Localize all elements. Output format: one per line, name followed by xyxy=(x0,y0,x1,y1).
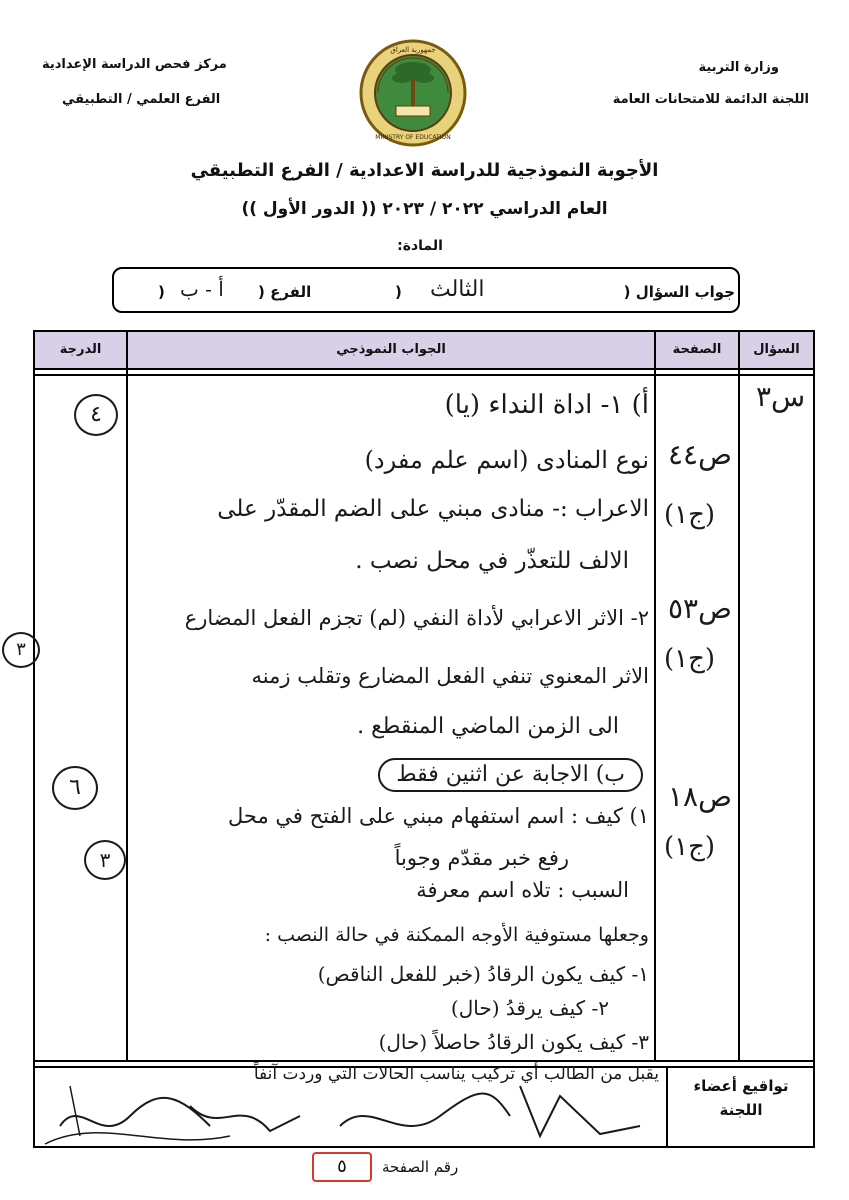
answer-b-line-2: رفع خبر مقدّم وجوباً xyxy=(394,846,569,870)
academic-year: العام الدراسي ٢٠٢٢ / ٢٠٢٣ (( الدور الأول )) xyxy=(241,199,608,219)
question-close-paren: ) xyxy=(395,283,402,301)
answer-b-header: ب) الاجابة عن اثنين فقط xyxy=(378,758,643,792)
answer-b-line-4: وجعلها مستوفية الأوجه الممكنة في حالة النصب : xyxy=(264,924,649,946)
page-reference-3: ص١٨ xyxy=(668,780,732,813)
question-label xyxy=(624,283,735,301)
page-reference-3-volume: (ج١) xyxy=(664,832,716,862)
document-title: الأجوبة النموذجية للدراسة الاعدادية / الفرع التطبيقي xyxy=(190,160,659,181)
body-top-divider xyxy=(35,374,813,376)
answer-a-line-7: الى الزمن الماضي المنقطع . xyxy=(357,714,619,739)
column-header-question: السؤال xyxy=(740,332,813,368)
answer-a-line-4: الالف للتعذّر في محل نصب . xyxy=(355,548,629,574)
exam-center-name: مركز فحص الدراسة الإعدادية xyxy=(42,57,227,72)
page-number-box xyxy=(312,1152,372,1182)
question-value-handwritten: الثالث xyxy=(430,277,485,302)
page-number-label: رقم الصفحة xyxy=(382,1158,459,1176)
branch-label: الفرع ( xyxy=(258,283,312,301)
answer-a-line-5: ٢- الاثر الاعرابي لأداة النفي (لم) تجزم الفعل المضارع xyxy=(184,606,649,630)
page-number-value: ٥ xyxy=(337,1156,347,1177)
seal-top-text: جمهورية العراق xyxy=(390,46,436,54)
question-number-handwritten: س٣ xyxy=(756,380,806,413)
answer-b-line-5: ١- كيف يكون الرقادُ (خبر للفعل الناقص) xyxy=(317,962,649,986)
answer-b-line-7: ٣- كيف يكون الرقادُ حاصلاً (حال) xyxy=(378,1030,649,1054)
signature-column-divider xyxy=(666,1066,668,1146)
signatures-label: تواقيع أعضاء اللجنة xyxy=(693,1077,789,1119)
branch-name: الفرع العلمي / التطبيقي xyxy=(62,92,221,107)
column-divider-grade xyxy=(126,332,128,1060)
committee-name: اللجنة الدائمة للامتحانات العامة xyxy=(612,92,809,107)
subject-label: المادة: xyxy=(397,238,443,254)
question-label-text: جواب السؤال ( xyxy=(623,283,735,301)
column-header-grade: الدرجة xyxy=(35,332,126,368)
grade-circle-4: ٣ xyxy=(84,840,126,880)
acceptance-note: يقبل من الطالب أي تركيب يناسب الحالات التي وردت آنفاً xyxy=(253,1064,659,1084)
committee-signatures xyxy=(40,1056,660,1152)
answer-a-line-3: الاعراب :- منادى مبني على الضم المقدّر على xyxy=(217,496,649,522)
column-divider-question xyxy=(738,332,740,1060)
column-header-answer: الجواب النموذجي xyxy=(128,332,654,368)
ministry-name: وزارة التربية xyxy=(698,60,779,75)
answer-a-line-2: نوع المنادى (اسم علم مفرد) xyxy=(364,446,649,474)
column-header-page: الصفحة xyxy=(656,332,738,368)
column-divider-page xyxy=(654,332,656,1060)
branch-value-handwritten: أ - ب xyxy=(180,277,224,301)
page-reference-2: ص٥٣ xyxy=(668,592,732,625)
grade-circle-1: ٤ xyxy=(74,394,118,436)
answer-b-line-1: ١) كيف : اسم استفهام مبني على الفتح في محل xyxy=(228,804,649,828)
answer-b-line-6: ٢- كيف يرقدُ (حال) xyxy=(450,996,609,1020)
answer-a-line-6: الاثر المعنوي تنفي الفعل المضارع وتقلب زمنه xyxy=(251,664,649,688)
answer-a-line-1: أ) ١- اداة النداء (يا) xyxy=(444,390,649,420)
ministry-seal-logo xyxy=(358,38,468,148)
header-row-divider xyxy=(35,368,813,370)
page-reference-1-volume: (ج١) xyxy=(664,500,716,530)
answer-b-line-3: السبب : تلاه اسم معرفة xyxy=(416,878,629,902)
grade-circle-3: ٦ xyxy=(52,766,98,810)
grade-circle-2: ٣ xyxy=(2,632,40,668)
seal-bottom-text: MINISTRY OF EDUCATION xyxy=(375,134,451,141)
page-reference-1: ص٤٤ xyxy=(668,438,732,471)
page-reference-2-volume: (ج١) xyxy=(664,644,716,674)
branch-close-paren: ) xyxy=(158,283,165,301)
